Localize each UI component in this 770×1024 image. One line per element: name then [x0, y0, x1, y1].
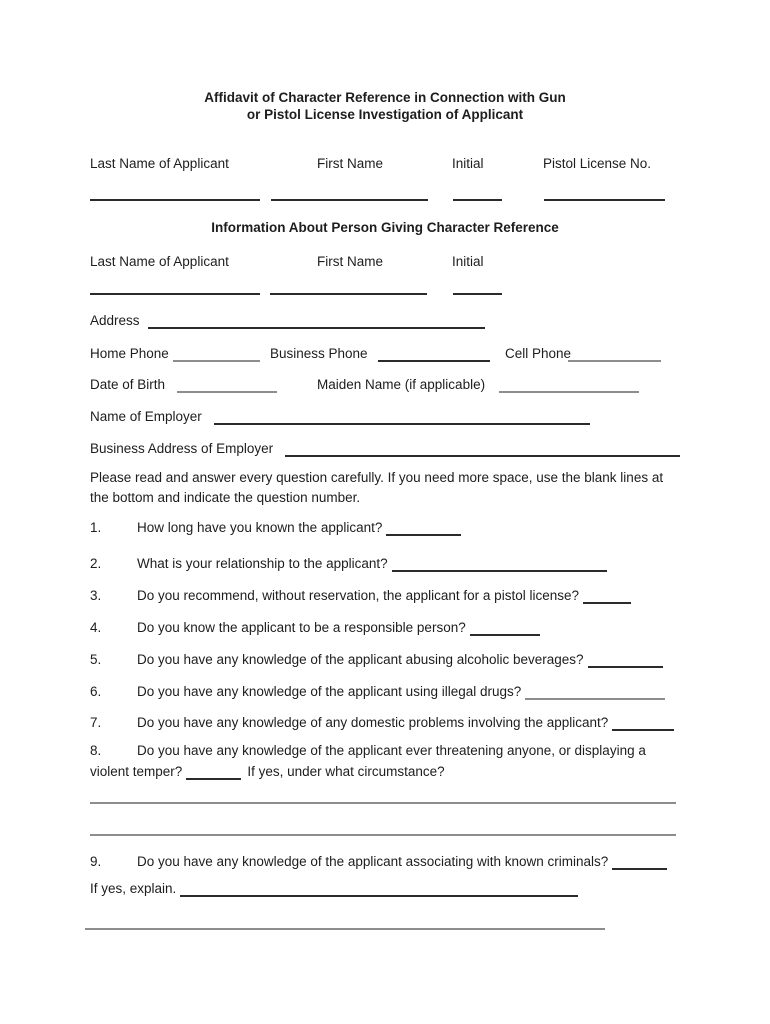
question-8-text-line2: violent temper? — [90, 764, 183, 779]
pistol-license-no-blank — [544, 199, 665, 201]
question-3-text: Do you recommend, without reservation, the applicant for a pistol license? — [137, 588, 579, 603]
question-2-number: 2. — [90, 556, 102, 571]
applicant-first-name-label: First Name — [317, 156, 384, 171]
instructions-paragraph — [90, 468, 690, 508]
reference-first-name-label: First Name — [317, 254, 384, 269]
form-title-line1: Affidavit of Character Reference in Connection with Gun — [204, 90, 566, 105]
employer-address-row — [90, 439, 710, 458]
employer-label: Name of Employer — [90, 409, 202, 424]
question-4 — [90, 617, 690, 638]
home-phone-blank — [173, 344, 260, 362]
applicant-last-name-blank — [90, 199, 260, 201]
question-5-number: 5. — [90, 652, 102, 667]
question-6-text: Do you have any knowledge of the applicant using illegal drugs? — [137, 684, 522, 699]
reference-last-name-blank — [90, 293, 260, 295]
employer-address-label: Business Address of Employer — [90, 441, 274, 456]
question-4-text: Do you know the applicant to be a responsible person? — [137, 620, 466, 635]
question-8-text-line1: Do you have any knowledge of the applicant ever threatening anyone, or displaying a — [137, 743, 646, 758]
cell-phone-blank — [568, 344, 661, 362]
question-7-text: Do you have any knowledge of any domestic problems involving the applicant? — [137, 715, 609, 730]
question-9 — [90, 851, 690, 872]
question-4-number: 4. — [90, 620, 102, 635]
employer-row — [90, 407, 710, 426]
cell-phone-label: Cell Phone — [505, 346, 572, 361]
instructions-line1: Please read and answer every question carefully. If you need more space, use the blank lines at — [90, 470, 664, 485]
date-of-birth-label: Date of Birth — [90, 377, 166, 392]
question-3-answer-blank — [583, 602, 631, 604]
question-1-number: 1. — [90, 520, 102, 535]
question-2-answer-blank — [392, 570, 607, 572]
question-5-answer-blank — [588, 666, 663, 668]
applicant-labels-row — [90, 155, 690, 173]
question-8-line2 — [90, 761, 690, 782]
question-2 — [90, 553, 690, 574]
reference-last-name-label: Last Name of Applicant — [90, 254, 229, 269]
date-of-birth-blank — [177, 375, 277, 393]
applicant-initial-blank — [453, 199, 502, 201]
question-9-followup: If yes, explain. — [90, 881, 177, 896]
instructions-line2: the bottom and indicate the question number. — [90, 490, 361, 505]
applicant-last-name-label: Last Name of Applicant — [90, 156, 229, 171]
question-9-answer-blank — [612, 868, 667, 870]
question-8-followup: If yes, under what circumstance? — [247, 764, 445, 779]
business-phone-label: Business Phone — [270, 346, 368, 361]
question-8-answer-blank — [186, 778, 241, 780]
question-9-explain-blank — [180, 895, 578, 897]
question-9-text: Do you have any knowledge of the applicant associating with known criminals? — [137, 854, 609, 869]
pistol-license-no-label: Pistol License No. — [543, 156, 652, 171]
maiden-name-label: Maiden Name (if applicable) — [317, 377, 486, 392]
question-6-number: 6. — [90, 684, 102, 699]
maiden-name-blank — [499, 375, 639, 393]
bottom-answer-line — [85, 928, 605, 930]
reference-initial-label: Initial — [452, 254, 484, 269]
extra-answer-line-2 — [90, 834, 676, 836]
employer-blank — [214, 407, 590, 425]
applicant-initial-label: Initial — [452, 156, 484, 171]
home-phone-label: Home Phone — [90, 346, 169, 361]
question-8-number: 8. — [90, 743, 102, 758]
question-1 — [90, 517, 690, 538]
question-9-number: 9. — [90, 854, 102, 869]
question-9-followup-row — [90, 878, 690, 899]
extra-answer-line-1 — [90, 802, 676, 804]
form-title-line2: or Pistol License Investigation of Applicant — [246, 107, 524, 122]
question-5 — [90, 649, 690, 670]
applicant-first-name-blank — [271, 199, 428, 201]
business-phone-blank — [378, 344, 490, 362]
question-6-answer-blank — [525, 698, 665, 700]
question-4-answer-blank — [470, 634, 540, 636]
address-label: Address — [90, 313, 140, 328]
question-8-line1 — [90, 740, 690, 761]
question-7 — [90, 712, 690, 733]
question-5-text: Do you have any knowledge of the applicant abusing alcoholic beverages? — [137, 652, 584, 667]
reference-initial-blank — [453, 293, 502, 295]
question-3 — [90, 585, 690, 606]
question-8 — [90, 740, 690, 782]
address-blank — [148, 311, 485, 329]
question-7-number: 7. — [90, 715, 102, 730]
reference-first-name-blank — [270, 293, 427, 295]
question-7-answer-blank — [612, 729, 674, 731]
phones-row — [90, 344, 710, 363]
employer-address-blank — [285, 439, 680, 457]
question-2-text: What is your relationship to the applicant? — [137, 556, 388, 571]
dob-maiden-row — [90, 375, 710, 394]
question-6 — [90, 681, 690, 702]
question-1-answer-blank — [386, 534, 461, 536]
reference-section-heading: Information About Person Giving Character Reference — [211, 220, 559, 235]
question-3-number: 3. — [90, 588, 102, 603]
reference-labels-row — [90, 253, 690, 271]
question-1-text: How long have you known the applicant? — [137, 520, 383, 535]
address-row — [90, 311, 710, 330]
